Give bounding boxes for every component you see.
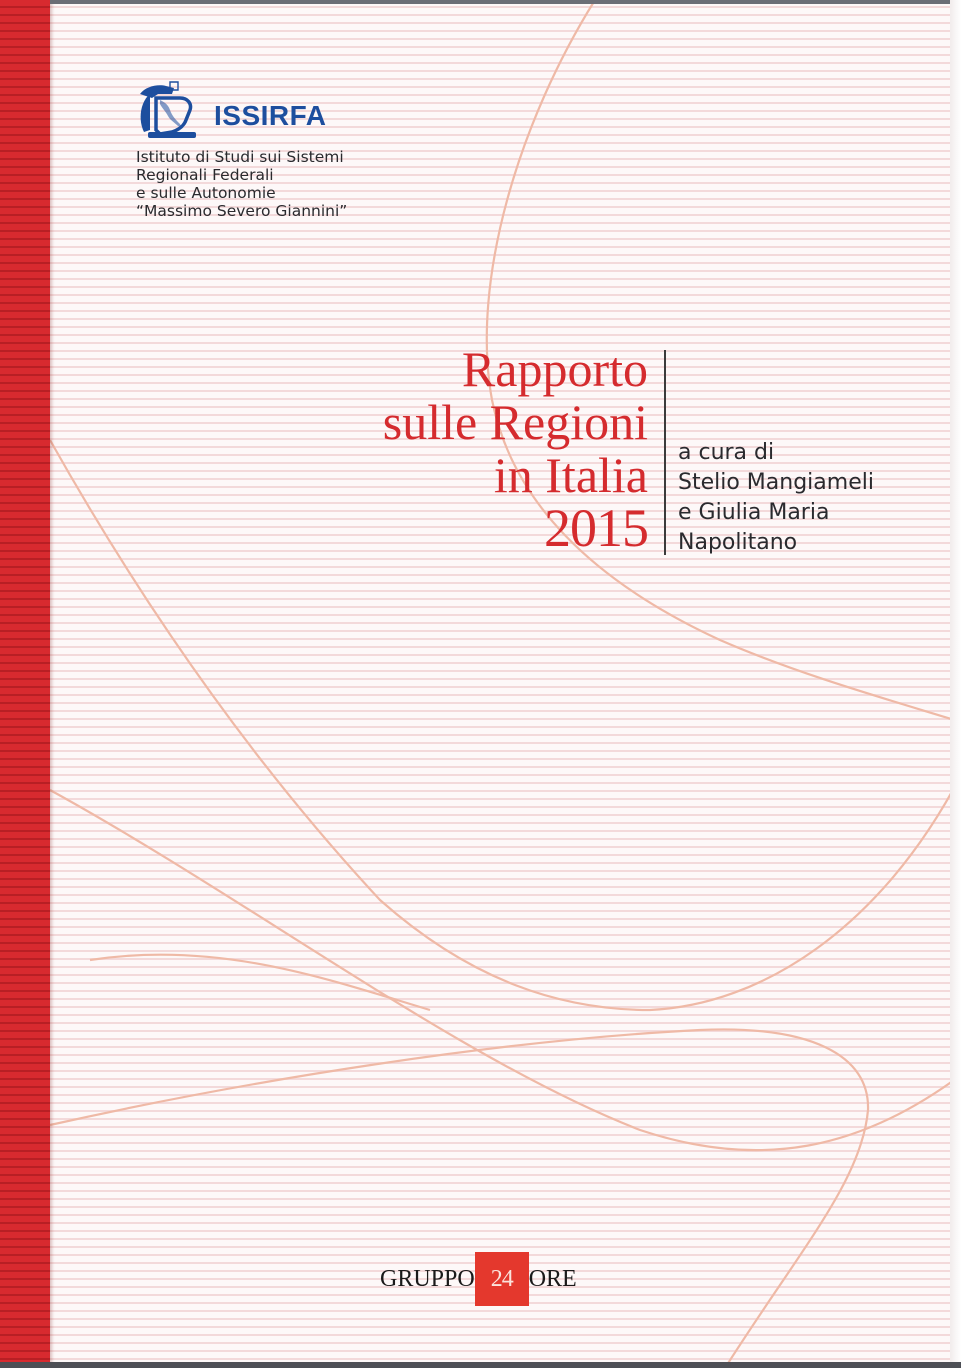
institute-name-line: “Massimo Severo Giannini”	[136, 202, 348, 220]
publisher-name-left: GRUPPO	[380, 1266, 475, 1292]
institute-name-line: Istituto di Studi sui Sistemi	[136, 148, 344, 166]
decorative-curve-4	[50, 1029, 868, 1368]
bottom-edge	[0, 1362, 961, 1368]
institute-name-line: Regionali Federali	[136, 166, 274, 184]
institute-full-name	[136, 148, 376, 220]
title-divider	[664, 350, 666, 555]
editors-line: Napolitano	[678, 530, 798, 555]
publisher-number-box: 24	[475, 1252, 529, 1306]
italy-map-logo-icon	[134, 80, 200, 140]
institute-name-line: e sulle Autonomie	[136, 184, 276, 202]
issirfa-logo	[134, 80, 364, 230]
editors-line: Stelio Mangiameli	[678, 470, 874, 495]
book-title	[382, 341, 648, 558]
title-line: sulle Regioni	[382, 394, 648, 450]
editors-line: e Giulia Maria	[678, 500, 830, 525]
title-line: Rapporto	[461, 341, 648, 397]
editors-block	[678, 438, 874, 558]
title-line: in Italia	[493, 447, 648, 503]
publisher-name-right: ORE	[528, 1266, 577, 1292]
publisher-logo	[380, 1252, 577, 1306]
top-edge	[50, 0, 961, 4]
red-spine-band	[0, 0, 50, 1368]
right-edge	[950, 0, 961, 1368]
editors-line: a cura di	[678, 440, 775, 465]
decorative-curve-5	[90, 955, 430, 1010]
title-year: 2015	[544, 498, 648, 558]
institute-acronym: ISSIRFA	[214, 100, 327, 131]
